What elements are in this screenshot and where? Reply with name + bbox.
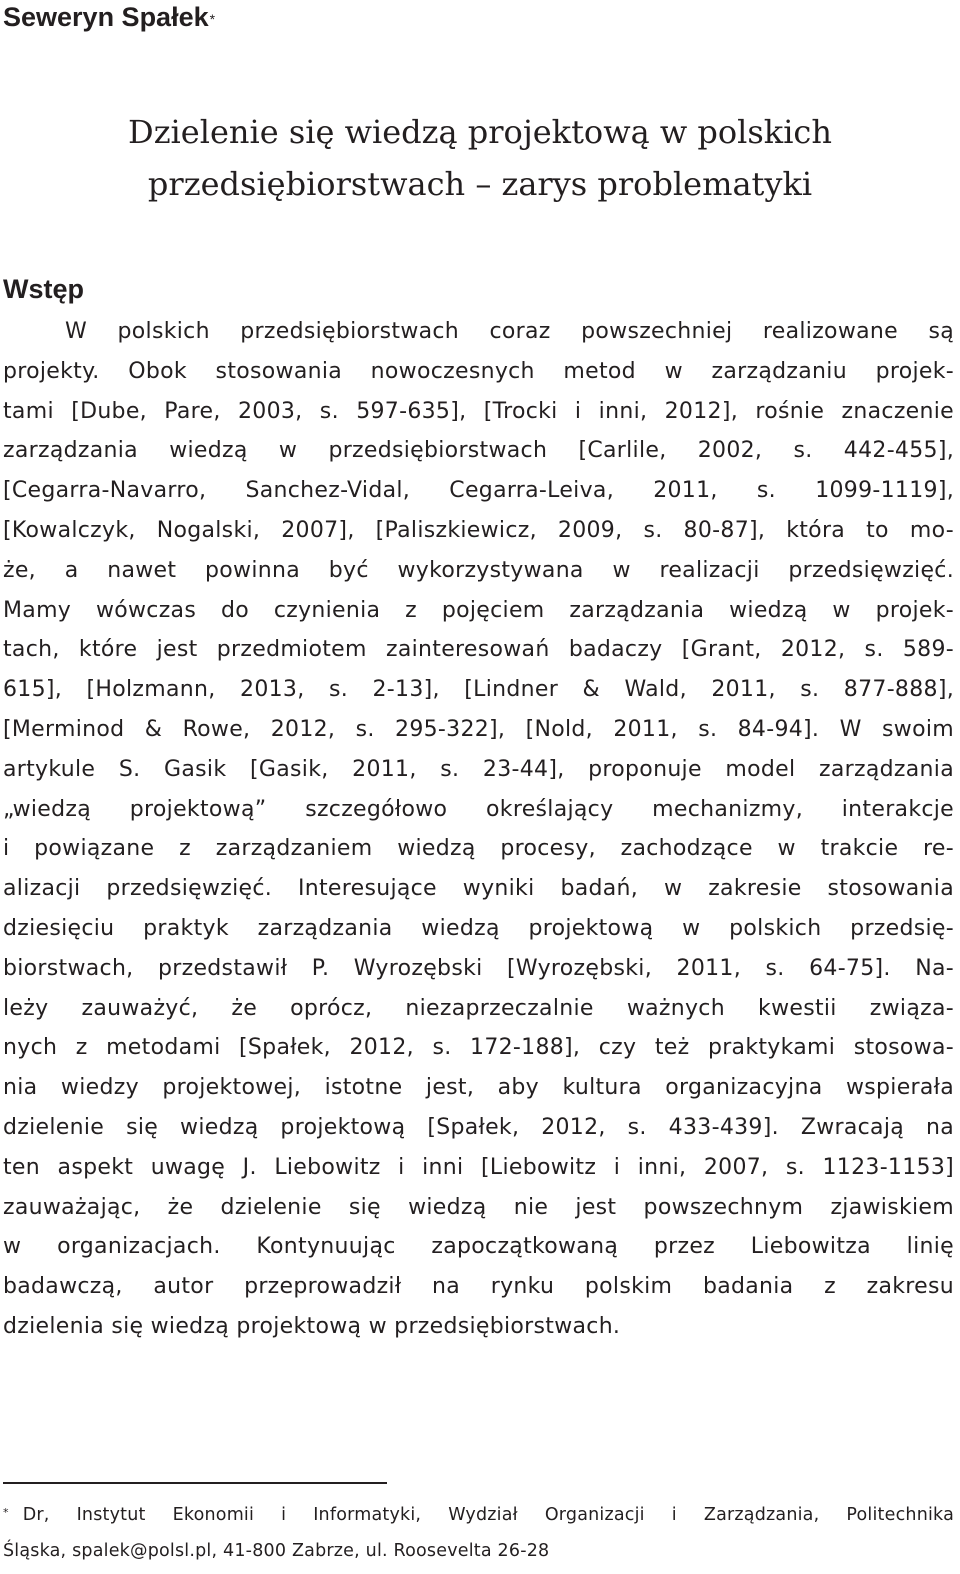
body-line: nych z metodami [Spałek, 2012, s. 172-188], czy też praktykami stosowa- [3, 1035, 954, 1061]
body-line: projekty. Obok stosowania nowoczesnych metod w zarządzaniu projek- [3, 358, 954, 384]
body-line: [Kowalczyk, Nogalski, 2007], [Paliszkiewicz, 2009, s. 80-87], która to mo- [3, 517, 954, 543]
body-line: [Merminod & Rowe, 2012, s. 295-322], [Nold, 2011, s. 84-94]. W swoim [3, 716, 954, 742]
author-name-text: Seweryn Spałek [3, 2, 209, 32]
body-line: „wiedzą projektową” szczegółowo określający mechanizmy, interakcje [3, 796, 954, 822]
body-line: w organizacjach. Kontynuując zapoczątkowaną przez Liebowitza linię [3, 1234, 954, 1260]
body-paragraph [3, 312, 954, 1347]
body-line: [Cegarra-Navarro, Sanchez-Vidal, Cegarra-Leiva, 2011, s. 1099-1119], [3, 478, 954, 504]
body-line: tach, które jest przedmiotem zainteresowań badaczy [Grant, 2012, s. 589- [3, 637, 954, 663]
body-line: i powiązane z zarządzaniem wiedzą procesy, zachodzące w trakcie re- [3, 836, 954, 862]
body-line: W polskich przedsiębiorstwach coraz powszechniej realizowane są [65, 319, 954, 344]
body-line: dzielenie się wiedzą projektową [Spałek, 2012, s. 433-439]. Zwracają na [3, 1114, 954, 1140]
body-line: artykule S. Gasik [Gasik, 2011, s. 23-44], proponuje model zarządzania [3, 756, 954, 782]
body-line: badawczą, autor przeprowadził na rynku polskim badania z zakresu [3, 1274, 954, 1300]
body-line: nia wiedzy projektowej, istotne jest, aby kultura organizacyjna wspierała [3, 1075, 954, 1101]
body-line: dziesięciu praktyk zarządzania wiedzą projektową w polskich przedsię- [3, 915, 954, 941]
body-line: leży zauważyć, że oprócz, niezaprzeczalnie ważnych kwestii związa- [3, 995, 954, 1021]
body-line: biorstwach, przedstawił P. Wyrozębski [Wyrozębski, 2011, s. 64-75]. Na- [3, 955, 954, 981]
body-line: ten aspekt uwagę J. Liebowitz i inni [Liebowitz i inni, 2007, s. 1123-1153] [3, 1154, 954, 1180]
body-line: 615], [Holzmann, 2013, s. 2-13], [Lindner & Wald, 2011, s. 877-888], [3, 677, 954, 703]
body-line: tami [Dube, Pare, 2003, s. 597-635], [Trocki i inni, 2012], rośnie znaczenie [3, 398, 954, 424]
article-title-line-1: Dzielenie się wiedzą projektową w polskich [128, 113, 832, 151]
author-footnote-marker: * [209, 11, 216, 27]
footnote-line-1 [3, 1497, 954, 1533]
body-line: alizacji przedsięwzięć. Interesujące wyniki badań, w zakresie stosowania [3, 876, 954, 902]
footnote-line-1-text: Dr, Instytut Ekonomii i Informatyki, Wydział Organizacji i Zarządzania, Politechnika [22, 1505, 954, 1525]
body-line: dzielenia się wiedzą projektową w przedsiębiorstwach. [3, 1313, 621, 1339]
footnote-marker: * [3, 1506, 9, 1519]
article-title-line-2: przedsiębiorstwach – zarys problematyki [147, 165, 813, 203]
footnote-separator [3, 1482, 387, 1484]
body-line: Mamy wówczas do czynienia z pojęciem zarządzania wiedzą w projek- [3, 597, 954, 623]
body-line: że, a nawet powinna być wykorzystywana w realizacji przedsięwzięć. [3, 557, 954, 583]
footnote-line-2: Śląska, spalek@polsl.pl, 41-800 Zabrze, ul. Roosevelta 26-28 [3, 1541, 550, 1561]
author-name [3, 0, 214, 34]
article-title [0, 106, 960, 210]
body-line: zauważając, że dzielenie się wiedzą nie jest powszechnym zjawiskiem [3, 1194, 954, 1220]
footnote [3, 1497, 954, 1569]
body-line: zarządzania wiedzą w przedsiębiorstwach [Carlile, 2002, s. 442-455], [3, 438, 954, 464]
section-heading: Wstęp [3, 274, 84, 304]
